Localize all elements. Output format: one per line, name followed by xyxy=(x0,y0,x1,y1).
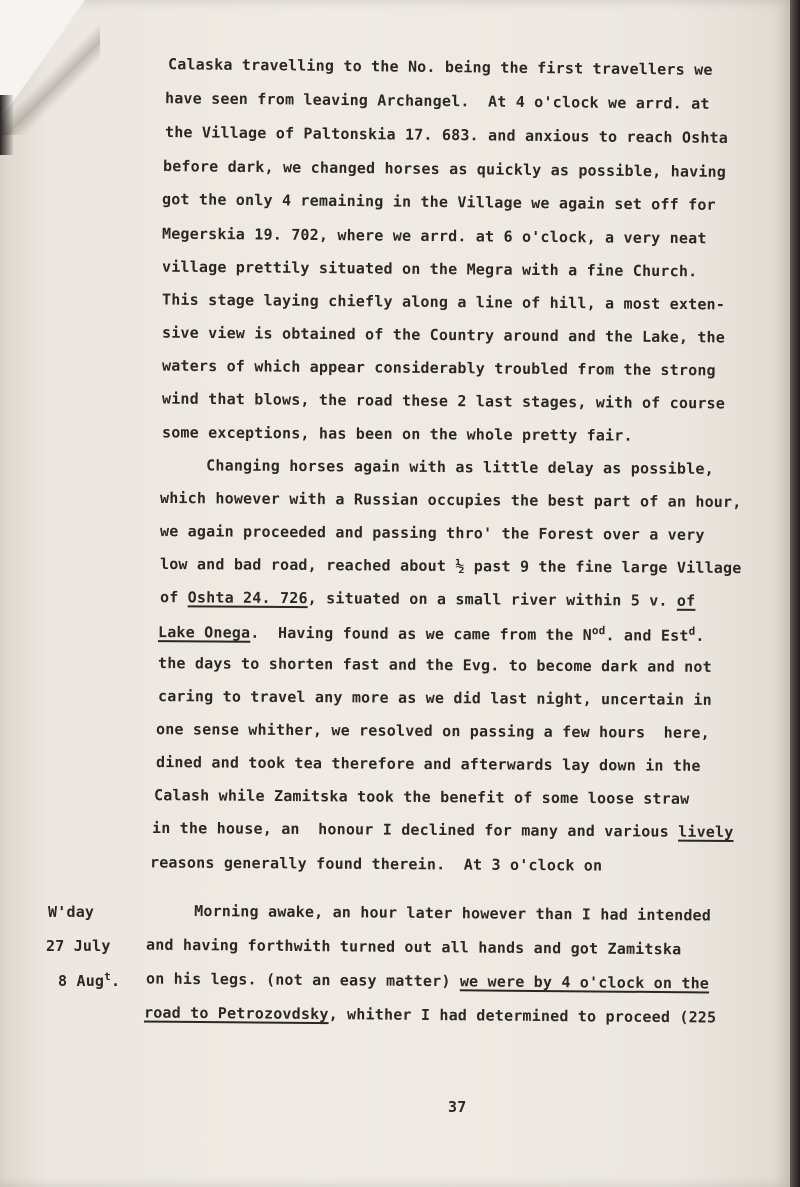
text-line: the Village of Paltonskia 17. 683. and anxious to reach Oshta xyxy=(164,123,729,147)
text-line: Morning awake, an hour later however than I had intended xyxy=(147,901,712,925)
underlined-text: road to Petrozovdsky xyxy=(143,1003,329,1024)
text-line: waters of which appear considerably troubled from the strong xyxy=(161,356,716,380)
underlined-text: lively xyxy=(678,822,734,842)
text-line: wind that blows, the road these 2 last stages, with of course xyxy=(161,389,726,413)
margin-weekday: W'day xyxy=(48,903,95,921)
text-line: one sense whither, we resolved on passing a few hours here, xyxy=(155,720,710,742)
text-line: Calash while Zamitska took the benefit of some loose straw xyxy=(153,786,690,808)
text-line: Calaska travelling to the No. being the first travellers we xyxy=(167,55,713,79)
text-line: This stage laying chiefly along a line of hill, a most exten- xyxy=(161,290,726,314)
text-line: road to Petrozovdsky, whither I had determined to proceed (225 xyxy=(143,1003,717,1027)
underlined-text: Lake Onega xyxy=(157,623,251,642)
text-line: Megerskia 19. 702, where we arrd. at 6 o'clock, a very neat xyxy=(161,224,707,248)
text-line: we again proceeded and passing thro' the Forest over a very xyxy=(159,522,705,544)
text-line: dined and took tea therefore and afterwards lay down in the xyxy=(155,753,701,775)
text-line: low and bad road, reached about ½ past 9 the fine large Village xyxy=(159,554,742,578)
text-line: village prettily situated on the Megra with a fine Church. xyxy=(161,257,698,281)
page-gap-shadow xyxy=(0,95,14,155)
text-line: in the house, an honour I declined for many and various lively xyxy=(151,818,734,842)
underlined-text: of xyxy=(676,591,696,610)
text-line: which however with a Russian occupies the best part of an hour, xyxy=(159,488,742,512)
margin-date: 27 July xyxy=(46,937,111,955)
underlined-text: we were by 4 o'clock on the xyxy=(459,972,710,993)
margin-date-alt: 8 Aug$^t$. xyxy=(58,970,121,990)
text-line: on his legs. (not an easy matter) we were by 4 o'clock on the xyxy=(145,969,710,993)
text-line: got the only 4 remaining in the Village we again set off for xyxy=(161,190,716,214)
text-line: of Oshta 24. 726, situated on a small river within 5 v. of xyxy=(159,588,696,610)
text-line: Lake Onega. Having found as we came from the $N^{od}$. and Est$^d$. xyxy=(157,623,705,645)
text-line: before dark, we changed horses as quickly as possible, having xyxy=(162,157,727,181)
text-line: have seen from leaving Archangel. At 4 o'clock we arrd. at xyxy=(164,89,710,113)
text-line: reasons generally found therein. At 3 o'clock on xyxy=(149,853,603,875)
text-line: some exceptions, has been on the whole pretty fair. xyxy=(161,423,633,445)
text-line: Changing horses again with as little delay as possible, xyxy=(159,456,714,478)
text-line: sive view is obtained of the Country around and the Lake, the xyxy=(161,323,726,347)
underlined-text: Oshta 24. 726 xyxy=(187,588,308,608)
text-line: caring to travel any more as we did last night, uncertain in xyxy=(157,687,712,709)
text-line: the days to shorten fast and the Evg. to become dark and not xyxy=(157,654,712,676)
page-number: 37 xyxy=(448,1098,467,1116)
text-line: and having forthwith turned out all hands and got Zamitska xyxy=(145,935,682,959)
